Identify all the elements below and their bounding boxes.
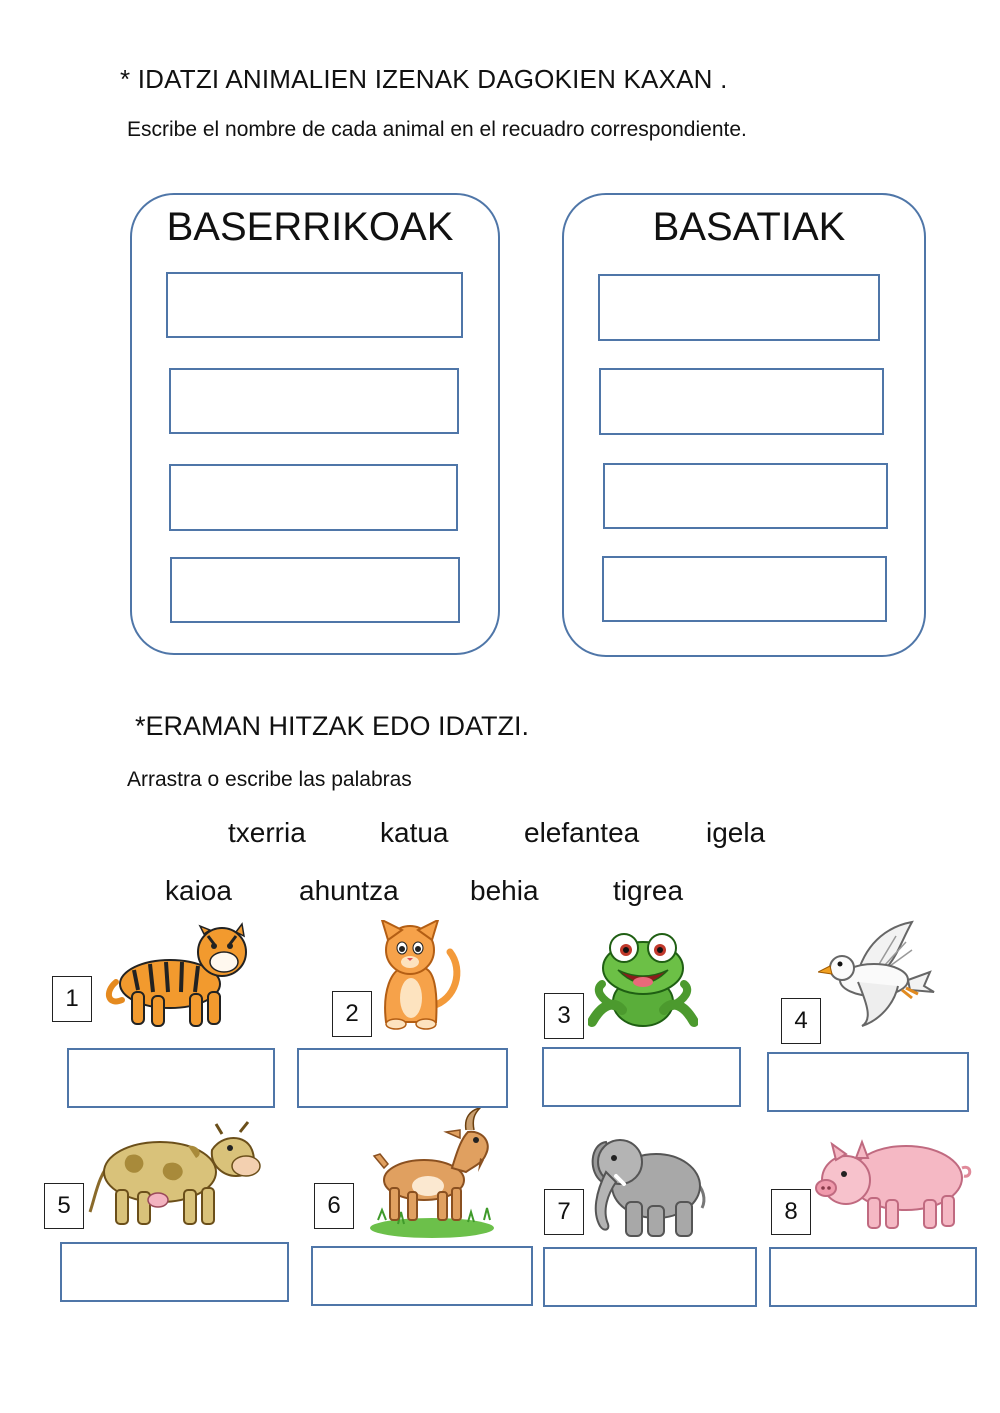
wild-animals-title: BASATIAK [652,205,846,249]
wild-answer-box-1[interactable] [598,274,880,341]
answer-box-8[interactable] [769,1247,977,1307]
item-number-2: 2 [332,991,372,1037]
tiger-image [104,922,252,1032]
cow-image [88,1120,268,1232]
word-tigrea[interactable]: tigrea [613,875,684,906]
farm-answer-box-1[interactable] [166,272,463,338]
item-number-6: 6 [314,1183,354,1229]
instruction-title-basque: * IDATZI ANIMALIEN IZENAK DAGOKIEN KAXAN . [120,64,728,94]
word-igela[interactable]: igela [706,817,766,848]
answer-box-3[interactable] [542,1047,741,1107]
farm-answer-box-4[interactable] [170,557,460,623]
farm-answer-box-3[interactable] [169,464,458,531]
instruction-subtitle-spanish: Escribe el nombre de cada animal en el recuadro correspondiente. [127,118,747,141]
answer-box-7[interactable] [543,1247,757,1307]
word-behia[interactable]: behia [470,875,539,906]
wild-answer-box-3[interactable] [603,463,888,529]
item-number-4: 4 [781,998,821,1044]
seagull-image [818,920,936,1030]
section2-title-basque: *ERAMAN HITZAK EDO IDATZI. [135,711,530,741]
section2-subtitle-spanish: Arrastra o escribe las palabras [127,768,412,791]
frog-image [588,930,698,1032]
answer-box-5[interactable] [60,1242,289,1302]
goat-image [368,1108,496,1238]
elephant-image [586,1128,712,1242]
item-number-1: 1 [52,976,92,1022]
farm-answer-box-2[interactable] [169,368,459,434]
item-number-7: 7 [544,1189,584,1235]
answer-box-4[interactable] [767,1052,969,1112]
farm-animals-title: BASERRIKOAK [166,205,454,249]
answer-box-6[interactable] [311,1246,533,1306]
cat-image [372,920,464,1030]
word-kaioa[interactable]: kaioa [165,875,232,906]
word-ahuntza[interactable]: ahuntza [299,875,399,906]
item-number-5: 5 [44,1183,84,1229]
wild-answer-box-2[interactable] [599,368,884,435]
pig-image [814,1128,974,1234]
word-katua[interactable]: katua [380,817,449,848]
word-txerria[interactable]: txerria [228,817,306,848]
wild-answer-box-4[interactable] [602,556,887,622]
item-number-3: 3 [544,993,584,1039]
item-number-8: 8 [771,1189,811,1235]
word-elefantea[interactable]: elefantea [524,817,640,848]
answer-box-2[interactable] [297,1048,508,1108]
answer-box-1[interactable] [67,1048,275,1108]
